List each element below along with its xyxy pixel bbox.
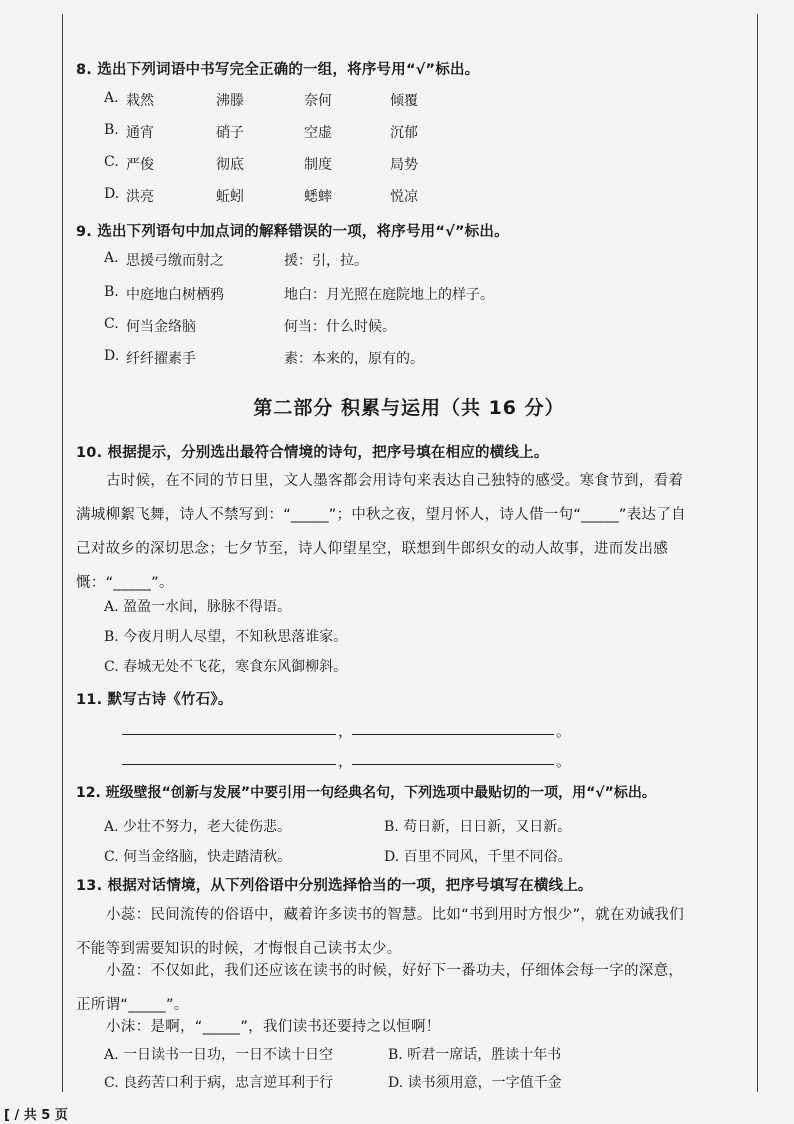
q11-answer-line-4[interactable] <box>352 764 554 765</box>
q13-option-a: A. 一日读书一日功，一日不读十日空 <box>104 1047 334 1063</box>
q12-stem: 12. 班级壁报“创新与发展”中要引用一句经典名句，下列选项中最贴切的一项，用“√”标出。 <box>76 785 656 801</box>
q10-option-c: C. 春城无处不飞花，寒食东风御柳斜。 <box>104 659 348 675</box>
q9-option-b[interactable]: B. 中庭地白树栖鸦 地白：月光照在庭院地上的样子。 <box>104 284 494 303</box>
q8-option-d[interactable]: D. 洪亮 蚯蚓 蟋蟀 悦凉 <box>104 186 418 205</box>
q9-stem: 9. 选出下列语句中加点词的解释错误的一项，将序号用“√”标出。 <box>76 224 509 240</box>
q12-option-b[interactable]: B. 苟日新，日日新，又日新。 <box>384 819 572 835</box>
q11-comma-1: ， <box>338 722 354 740</box>
q12-option-d[interactable]: D. 百里不同风，千里不同俗。 <box>384 849 572 865</box>
q13-option-c: C. 良药苦口利于病，忠言逆耳利于行 <box>104 1075 334 1091</box>
q13-option-b: B. 听君一席话，胜读十年书 <box>388 1047 562 1063</box>
q11-answer-line-3[interactable] <box>122 764 336 765</box>
q13-option-d: D. 读书须用意，一字值千金 <box>388 1075 562 1091</box>
q9-option-c[interactable]: C. 何当金络脑 何当：什么时候。 <box>104 316 396 335</box>
q8-option-a[interactable]: A. 栽然 沸滕 奈何 倾覆 <box>104 90 418 109</box>
q13-stem: 13. 根据对话情境，从下列俗语中分别选择恰当的一项，把序号填写在横线上。 <box>76 878 593 894</box>
q8-option-b[interactable]: B. 通宵 硝子 空虚 沉郁 <box>104 122 418 141</box>
q9-option-d[interactable]: D. 纤纤擢素手 素：本来的，原有的。 <box>104 348 424 367</box>
section-2-title: 第二部分 积累与运用（共 16 分） <box>253 397 565 419</box>
q11-comma-2: ， <box>338 752 354 770</box>
page-footer: [ / 共 5 页 <box>4 1108 68 1123</box>
q11-period-2: 。 <box>556 752 572 770</box>
q10-paragraph: 古时候，在不同的节日里，文人墨客都会用诗句来表达自己独特的感受。寒食节到，看着满城柳絮飞舞，诗人不禁写到：“_____”；中秋之夜，望月怀人，诗人借一句“_____”表达了自己对故乡的深切思念；七夕节至，诗人仰望星空，联想到牛郎织女的动人故事，进而发出感慨：“_____”。 <box>76 473 686 591</box>
q9-option-a[interactable]: A. 思援弓缴而射之 援：引，拉。 <box>104 250 368 269</box>
q12-option-c[interactable]: C. 何当金络脑，快走踏清秋。 <box>104 849 292 865</box>
q13-dialogue-3: 小沫：是啊，“_____”，我们读书还要持之以恒啊！ <box>106 1019 441 1035</box>
q11-answer-line-1[interactable] <box>122 734 336 735</box>
q11-period-1: 。 <box>556 722 572 740</box>
q11-answer-line-2[interactable] <box>352 734 554 735</box>
q10-option-a: A. 盈盈一水间，脉脉不得语。 <box>104 599 292 615</box>
q10-stem: 10. 根据提示，分别选出最符合情境的诗句，把序号填在相应的横线上。 <box>76 445 549 461</box>
q11-stem: 11. 默写古诗《竹石》。 <box>76 692 233 708</box>
q8-option-c[interactable]: C. 严俊 彻底 制度 局势 <box>104 154 418 173</box>
q13-dialogue-2: 小盈：不仅如此，我们还应该在读书的时候，好好下一番功夫，仔细体会每一字的深意，正所谓“_____”。 <box>76 963 684 1013</box>
q12-option-a[interactable]: A. 少壮不努力，老大徒伤悲。 <box>104 819 292 835</box>
q8-stem: 8. 选出下列词语中书写完全正确的一组，将序号用“√”标出。 <box>76 62 480 78</box>
q10-option-b: B. 今夜月明人尽望，不知秋思落谁家。 <box>104 629 348 645</box>
q13-dialogue-1: 小蕊：民间流传的俗语中，藏着许多读书的智慧。比如“书到用时方恨少”，就在劝诫我们不能等到需要知识的时候，才悔恨自己读书太少。 <box>76 907 685 957</box>
